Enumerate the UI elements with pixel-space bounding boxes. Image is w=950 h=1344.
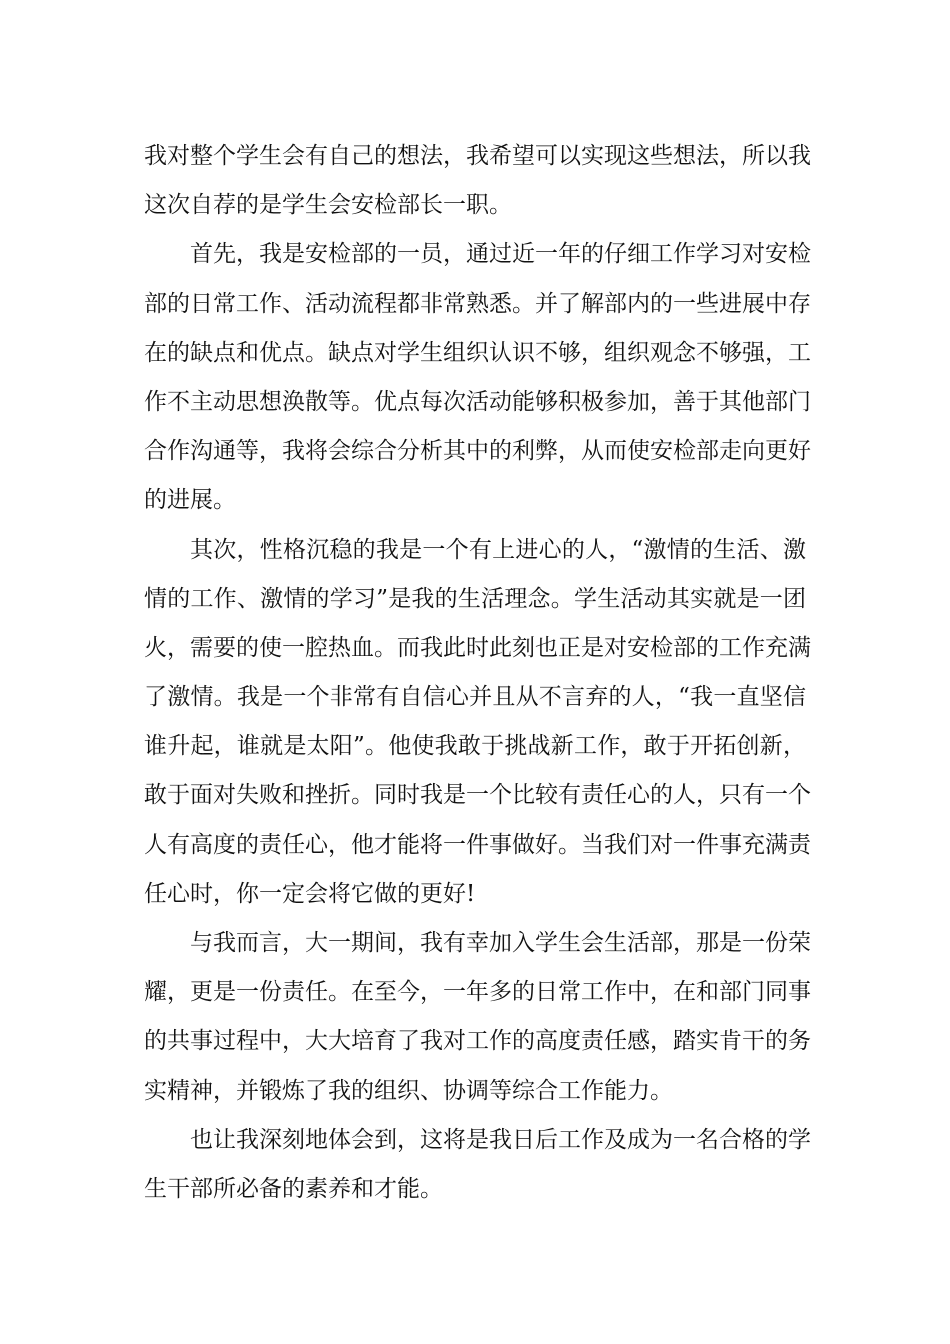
- text-line: 生干部所必备的素养和才能。: [144, 1175, 443, 1202]
- paragraph-3: [144, 526, 811, 920]
- text-line: 的进展。: [144, 487, 236, 514]
- text-line: 了激情。我是一个非常有自信心并且从不言弃的人，“我一直坚信: [144, 684, 806, 711]
- paragraph-1: [144, 132, 811, 230]
- text-line: 情的工作、激情的学习”是我的生活理念。学生活动其实就是一团: [144, 585, 806, 612]
- document-body: [144, 132, 811, 1214]
- text-line: 部的日常工作、活动流程都非常熟悉。并了解部内的一些进展中存: [144, 290, 811, 317]
- text-line: 实精神，并锻炼了我的组织、协调等综合工作能力。: [144, 1077, 673, 1104]
- paragraph-5: [144, 1116, 811, 1214]
- text-line: 首先，我是安检部的一员，通过近一年的仔细工作学习对安检: [190, 241, 811, 268]
- text-line: 其次，性格沉稳的我是一个有上进心的人，“激情的生活、激: [190, 536, 806, 563]
- text-line: 敢于面对失败和挫折。同时我是一个比较有责任心的人，只有一个: [144, 782, 811, 809]
- text-line: 合作沟通等，我将会综合分析其中的利弊，从而使安检部走向更好: [144, 438, 811, 465]
- text-line: 任心时，你一定会将它做的更好!: [144, 880, 476, 907]
- text-line: 耀，更是一份责任。在至今，一年多的日常工作中，在和部门同事: [144, 979, 811, 1006]
- text-line: 谁升起，谁就是太阳”。他使我敢于挑战新工作，敢于开拓创新，: [144, 733, 806, 760]
- text-line: 与我而言，大一期间，我有幸加入学生会生活部，那是一份荣: [190, 930, 811, 956]
- text-line: 这次自荐的是学生会安检部长一职。: [144, 192, 512, 219]
- paragraph-4: [144, 919, 811, 1116]
- text-line: 火，需要的使一腔热血。而我此时此刻也正是对安检部的工作充满: [144, 634, 811, 661]
- text-line: 的共事过程中，大大培育了我对工作的高度责任感，踏实肯干的务: [144, 1028, 811, 1055]
- text-line: 我对整个学生会有自己的想法，我希望可以实现这些想法，所以我: [144, 143, 811, 169]
- text-line: 也让我深刻地体会到，这将是我日后工作及成为一名合格的学: [190, 1126, 811, 1153]
- text-line: 在的缺点和优点。缺点对学生组织认识不够，组织观念不够强，工: [144, 339, 811, 366]
- text-line: 人有高度的责任心，他才能将一件事做好。当我们对一件事充满责: [144, 831, 811, 858]
- text-line: 作不主动思想涣散等。优点每次活动能够积极参加，善于其他部门: [144, 388, 811, 415]
- paragraph-2: [144, 230, 811, 525]
